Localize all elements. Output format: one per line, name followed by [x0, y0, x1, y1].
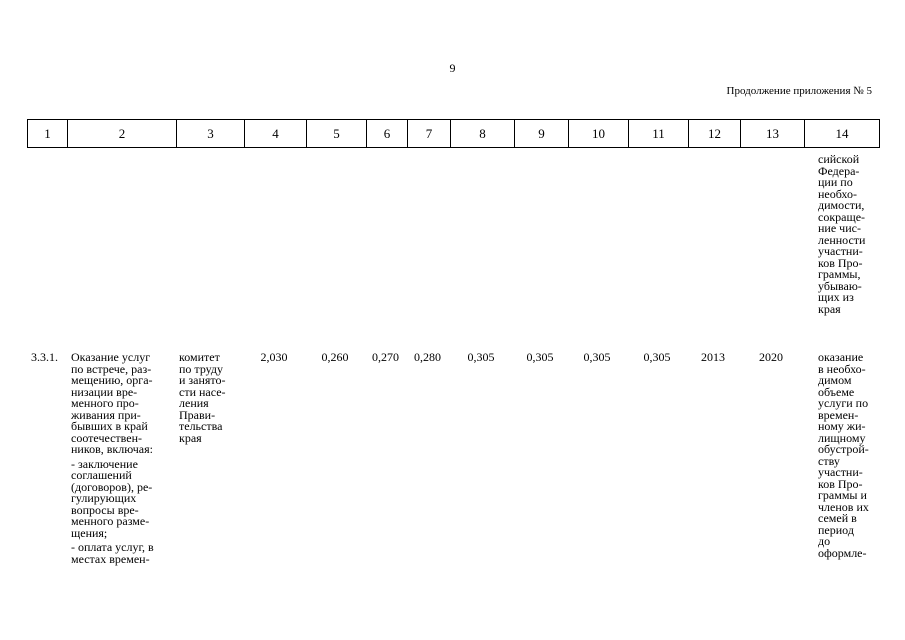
text-line: живания при- — [71, 407, 141, 422]
value-col-10: 0,305 — [583, 350, 611, 364]
value-col-4: 2,030 — [260, 350, 288, 364]
text-line: ления — [179, 396, 209, 410]
header-cell-8: 8 — [450, 120, 514, 147]
program-table — [27, 119, 880, 640]
text-line: щения; — [71, 525, 108, 540]
text-line: менного разме- — [71, 514, 150, 528]
text-line: ников, включая: — [71, 442, 153, 456]
text-line: и занято- — [179, 373, 226, 387]
value-col-11: 0,305 — [643, 350, 671, 364]
text-line: (договоров), ре- — [71, 479, 153, 494]
value-col-6: 0,270 — [372, 350, 399, 364]
text-line: соглашений — [71, 468, 132, 482]
header-cell-9: 9 — [514, 120, 568, 147]
text-line: оформле- — [818, 545, 867, 560]
text-line: по встрече, раз- — [71, 361, 152, 376]
text-line: сокраще- — [818, 209, 866, 224]
text-line: сийской — [818, 152, 860, 166]
page-number: 9 — [449, 61, 456, 75]
text-line: ству — [818, 453, 840, 468]
text-line: димости, — [818, 198, 865, 212]
header-cell-7: 7 — [407, 120, 450, 147]
header-cell-3: 3 — [176, 120, 244, 147]
text-line: Прави- — [179, 407, 216, 422]
text-line: граммы, — [818, 267, 861, 281]
text-line: Оказание услуг — [71, 350, 151, 364]
text-line: оказание — [818, 350, 864, 364]
header-cell-4: 4 — [244, 120, 306, 147]
text-line: низации вре- — [71, 384, 138, 399]
value-col-8: 0,305 — [467, 350, 495, 364]
value-col-12: 2013 — [701, 350, 725, 364]
text-line: местах времен- — [71, 551, 150, 566]
value-col-9: 0,305 — [526, 350, 554, 364]
text-line: семей в — [818, 511, 857, 525]
text-line: объеме — [818, 384, 855, 399]
text-line: края — [179, 430, 202, 445]
header-cell-10: 10 — [568, 120, 628, 147]
text-line: услуги по — [818, 396, 869, 410]
text-line: бывших в край — [71, 419, 148, 433]
text-line: обустрой- — [818, 442, 869, 456]
text-line: участни- — [818, 465, 863, 479]
header-cell-12: 12 — [688, 120, 740, 147]
header-cell-14: 14 — [804, 120, 879, 147]
value-col-7: 0,280 — [414, 350, 441, 364]
text-line: гулирующих — [71, 491, 137, 505]
text-line: - оплата услуг, в — [71, 540, 154, 554]
header-cell-13: 13 — [740, 120, 804, 147]
text-line: щих из — [818, 290, 854, 304]
text-line: тельства — [179, 419, 223, 433]
text-line: участни- — [818, 244, 863, 258]
header-cell-1: 1 — [44, 126, 51, 141]
text-line: ции по — [818, 175, 853, 189]
text-line: менного про- — [71, 396, 139, 410]
text-line: ленности — [818, 232, 866, 247]
text-line: сти насе- — [179, 384, 226, 399]
carryover-col14 — [818, 154, 878, 315]
text-line: лищному — [818, 430, 866, 445]
text-line: Федера- — [818, 163, 860, 178]
text-line: - заключение — [71, 456, 138, 471]
text-line: ние чис- — [818, 221, 861, 235]
row-result — [818, 352, 878, 559]
value-col-5: 0,260 — [321, 350, 349, 364]
text-line: период — [818, 522, 854, 537]
text-line: до — [818, 534, 831, 548]
text-line: ков Про- — [818, 255, 863, 270]
row-description — [71, 352, 173, 565]
header-cell-5: 5 — [306, 120, 366, 147]
value-col-13: 2020 — [759, 350, 783, 364]
text-line: времен- — [818, 407, 859, 422]
text-line: димом — [818, 373, 852, 387]
text-line: соотечествен- — [71, 430, 143, 445]
text-line: в необхо- — [818, 361, 866, 376]
text-line: необхо- — [818, 186, 857, 201]
text-line: членов их — [818, 499, 869, 514]
text-line: убываю- — [818, 278, 862, 293]
text-line: комитет — [179, 350, 220, 364]
header-cell-6: 6 — [366, 120, 407, 147]
text-line: мещению, орга- — [71, 373, 153, 387]
row-executor — [179, 352, 241, 444]
text-line: ков Про- — [818, 476, 863, 491]
header-cell-11: 11 — [628, 120, 688, 147]
text-line: края — [818, 301, 841, 316]
table-header-row — [27, 119, 880, 148]
text-line: граммы и — [818, 488, 867, 502]
text-line: по труду — [179, 361, 224, 376]
row-number: 3.3.1. — [31, 350, 58, 364]
header-cell-2: 2 — [67, 120, 176, 147]
text-line: вопросы вре- — [71, 502, 139, 517]
continuation-label: Продолжение приложения № 5 — [726, 85, 872, 97]
text-line: ному жи- — [818, 419, 866, 433]
